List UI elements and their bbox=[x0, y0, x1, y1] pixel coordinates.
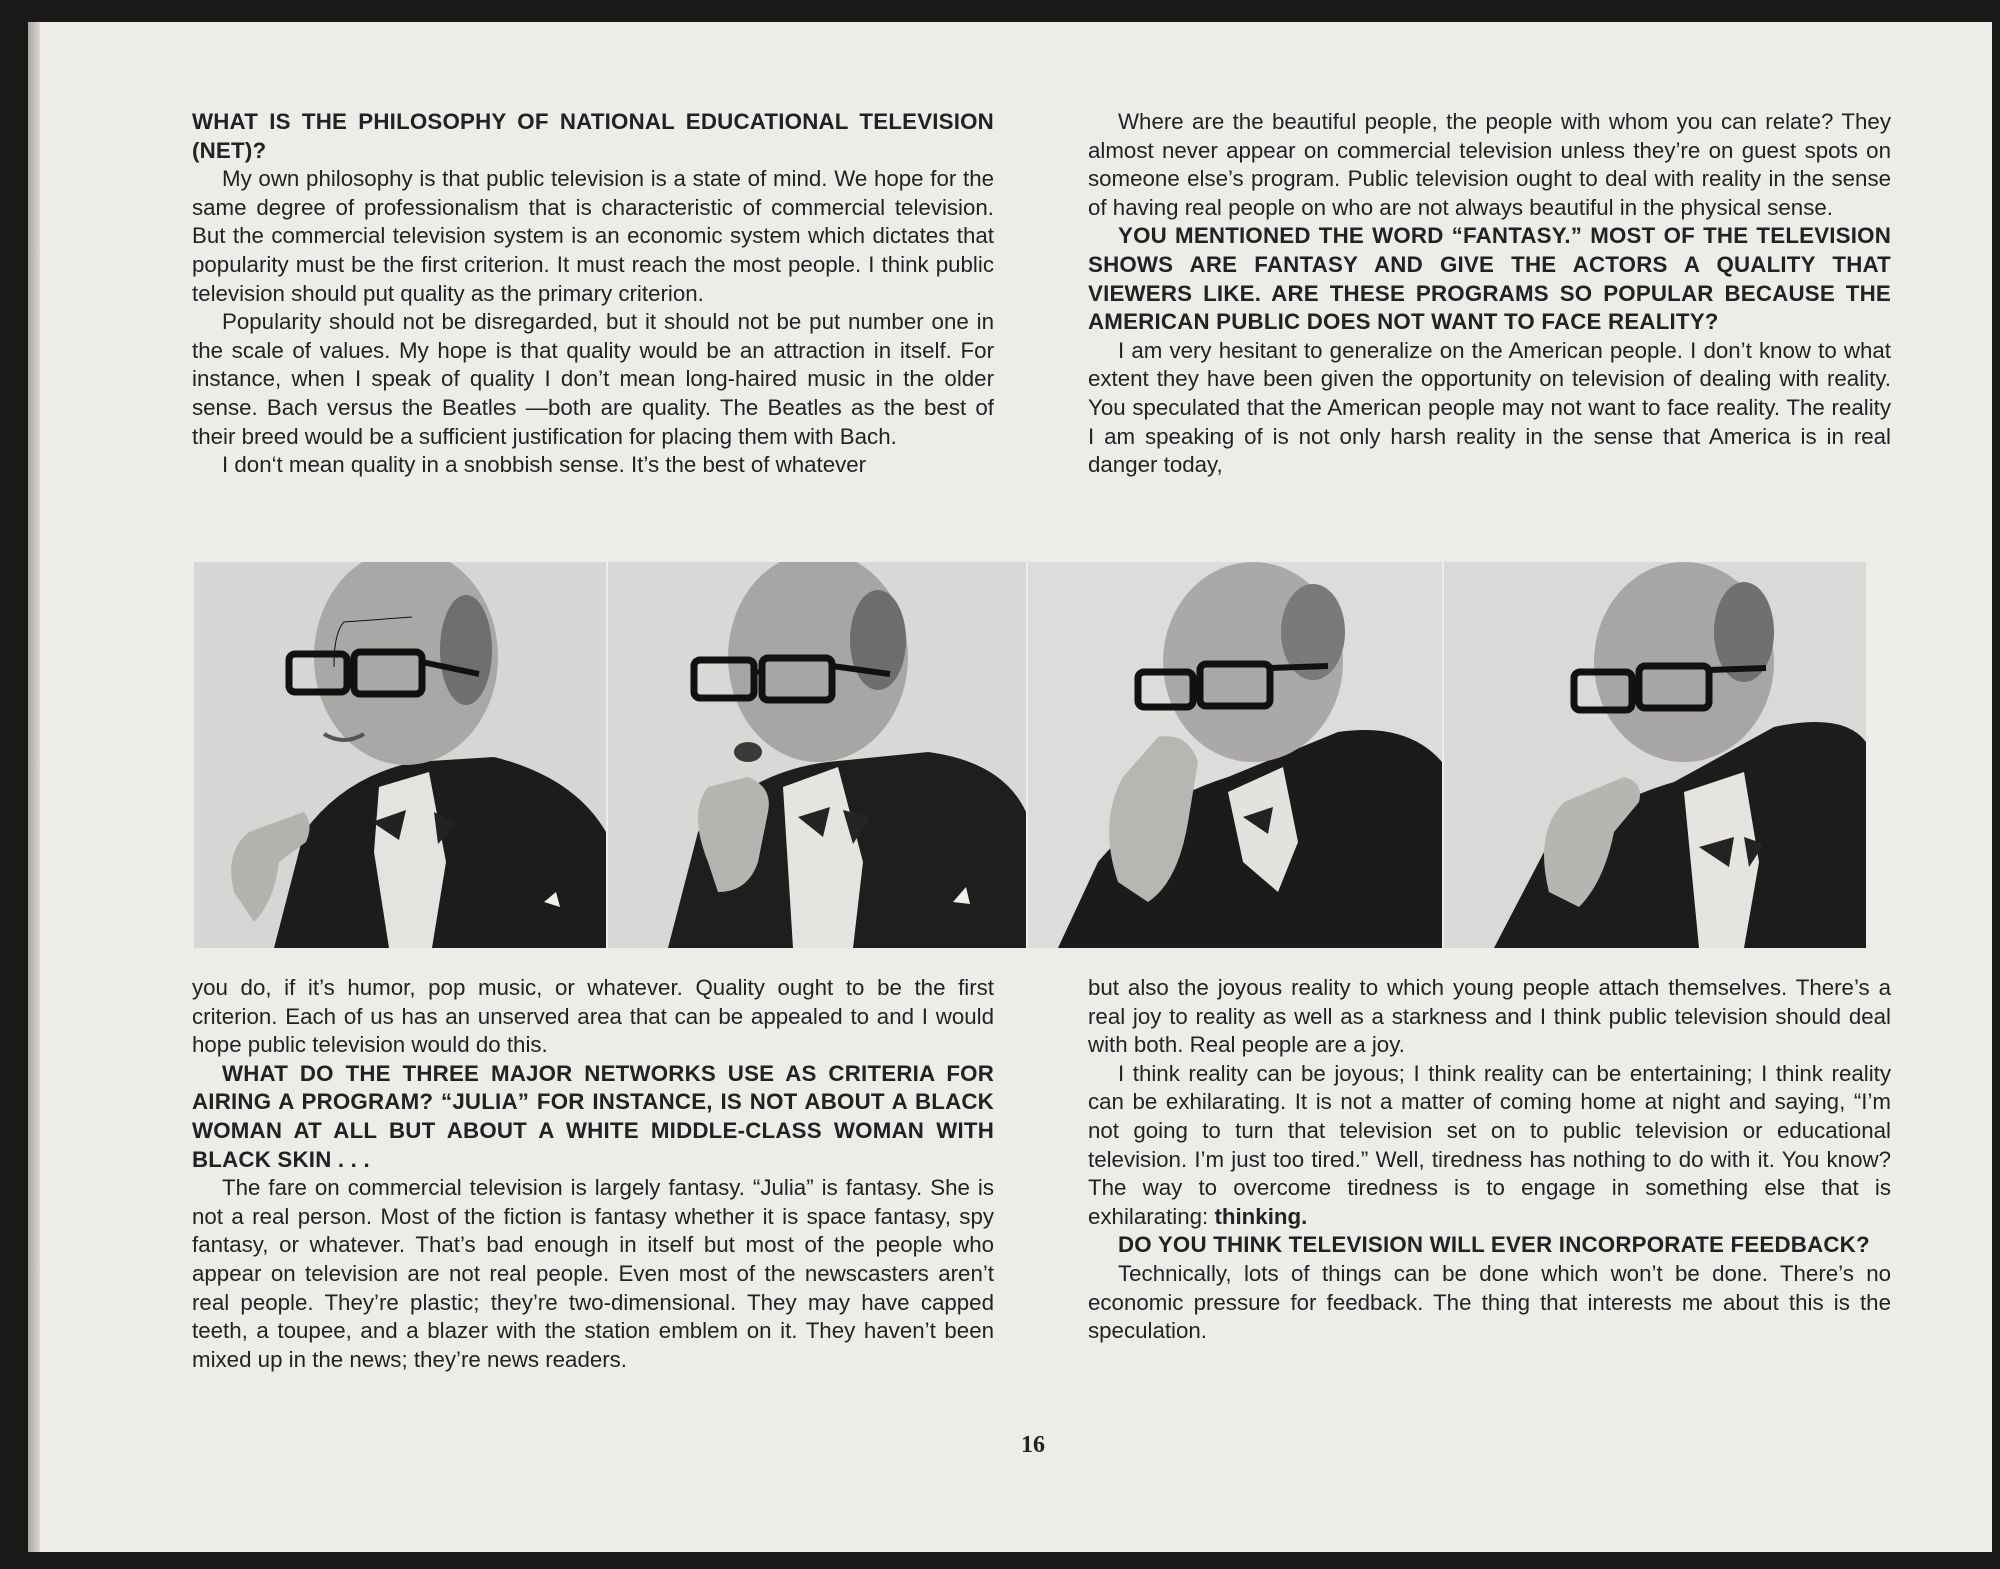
interview-answer: Where are the beautiful people, the people with whom you can relate? They almost never appear on commercial television unless they’re on guest spots on someone else’s program. Public television ought to deal with reality in the sense of having real people on who are not always beautiful in the physical sense. bbox=[1088, 109, 1891, 220]
page-number: 16 bbox=[1021, 1432, 1045, 1458]
interview-answer: My own philosophy is that public television is a state of mind. We hope for the same degree of professionalism that is characteristic of commercial television. But the commercial television system is an economic system which dictates that popularity must be the first criterion. It must reach the most people. I think public television should put quality as the primary criterion. bbox=[192, 166, 994, 306]
page-binding-shadow bbox=[28, 22, 40, 1552]
interview-question: WHAT DO THE THREE MAJOR NETWORKS USE AS CRITERIA FOR AIRING A PROGRAM? “JULIA” FOR INSTANCE, IS NOT ABOUT A BLACK WOMAN AT ALL BUT ABOUT A WHITE MIDDLE-CLASS WOMAN WITH BLACK SKIN . . . bbox=[192, 1060, 994, 1172]
interview-answer-continued: but also the joyous reality to which young people attach themselves. There’s a real joy to reality as well as a starkness and I think public television should deal with both. Real people are a joy. bbox=[1088, 975, 1891, 1058]
answer-emphasis: thinking. bbox=[1214, 1203, 1308, 1229]
interview-answer-continued: you do, if it’s humor, pop music, or whatever. Quality ought to be the first criterion. Each of us has an unserved area that can be appealed to and I would hope public television would do this. bbox=[192, 975, 994, 1058]
photo-man-hands-clasped bbox=[1028, 562, 1442, 948]
photo-man-hand-on-chin bbox=[608, 562, 1026, 948]
magazine-page bbox=[28, 22, 1992, 1552]
interview-question: YOU MENTIONED THE WORD “FANTASY.” MOST OF THE TELEVISION SHOWS ARE FANTASY AND GIVE THE ACTORS A QUALITY THAT VIEWERS LIKE. ARE THESE PROGRAMS SO POPULAR BECAUSE THE AMERICAN PUBLIC DOES NOT WANT TO FACE REALITY? bbox=[1088, 223, 1891, 335]
interview-question: DO YOU THINK TELEVISION WILL EVER INCORPORATE FEEDBACK? bbox=[1118, 1232, 1870, 1258]
interview-answer: I am very hesitant to generalize on the American people. I don’t know to what extent they have been given the opportunity on television of dealing with reality. You speculated that the American people may not want to face reality. The reality I am speaking of is not only harsh reality in the sense that America is in real danger today, bbox=[1088, 337, 1891, 478]
interview-answer: Technically, lots of things can be done which won’t be done. There’s no economic pressure for feedback. The thing that interests me about this is the speculation. bbox=[1088, 1260, 1891, 1344]
column-top-left bbox=[192, 108, 994, 480]
photo-man-finger-to-mouth bbox=[1444, 562, 1866, 948]
column-bottom-right bbox=[1088, 974, 1891, 1346]
answer-text: I think reality can be joyous; I think reality can be entertaining; I think reality can be exhilarating. It is not a matter of coming home at night and saying, “I’m not going to turn that television set on to public television or educational television. I’m just too tired.” Well, tiredness has nothing to do with it. You know? The way to overcome tiredness is to engage in something else that is exhilarating: bbox=[1088, 1060, 1891, 1229]
photo-sequence bbox=[194, 562, 1866, 948]
column-top-right bbox=[1088, 108, 1891, 480]
photo-man-speaking-gesturing bbox=[194, 562, 606, 948]
interview-answer: Popularity should not be disregarded, but it should not be put number one in the scale of values. My hope is that quality would be an attraction in itself. For instance, when I speak of quality I don’t mean long-haired music in the older sense. Bach versus the Beatles —both are quality. The Beatles as the best of their breed would be a sufficient justification for placing them with Bach. bbox=[192, 309, 994, 449]
column-bottom-left bbox=[192, 974, 994, 1374]
interview-question: WHAT IS THE PHILOSOPHY OF NATIONAL EDUCATIONAL TELEVISION (NET)? bbox=[192, 109, 994, 163]
interview-answer bbox=[1088, 1060, 1891, 1232]
interview-answer: The fare on commercial television is largely fantasy. “Julia” is fantasy. She is not a real person. Most of the fiction is fantasy whether it is space fantasy, spy fantasy, or whatever. That’s bad enough in itself but most of the people who appear on television are not real people. Even most of the newscasters aren’t real people. They’re plastic; they’re two-dimensional. They may have capped teeth, a toupee, and a blazer with the station emblem on it. They haven’t been mixed up in the news; they’re news readers. bbox=[192, 1175, 994, 1372]
interview-answer: I don‘t mean quality in a snobbish sense. It’s the best of whatever bbox=[222, 452, 867, 478]
